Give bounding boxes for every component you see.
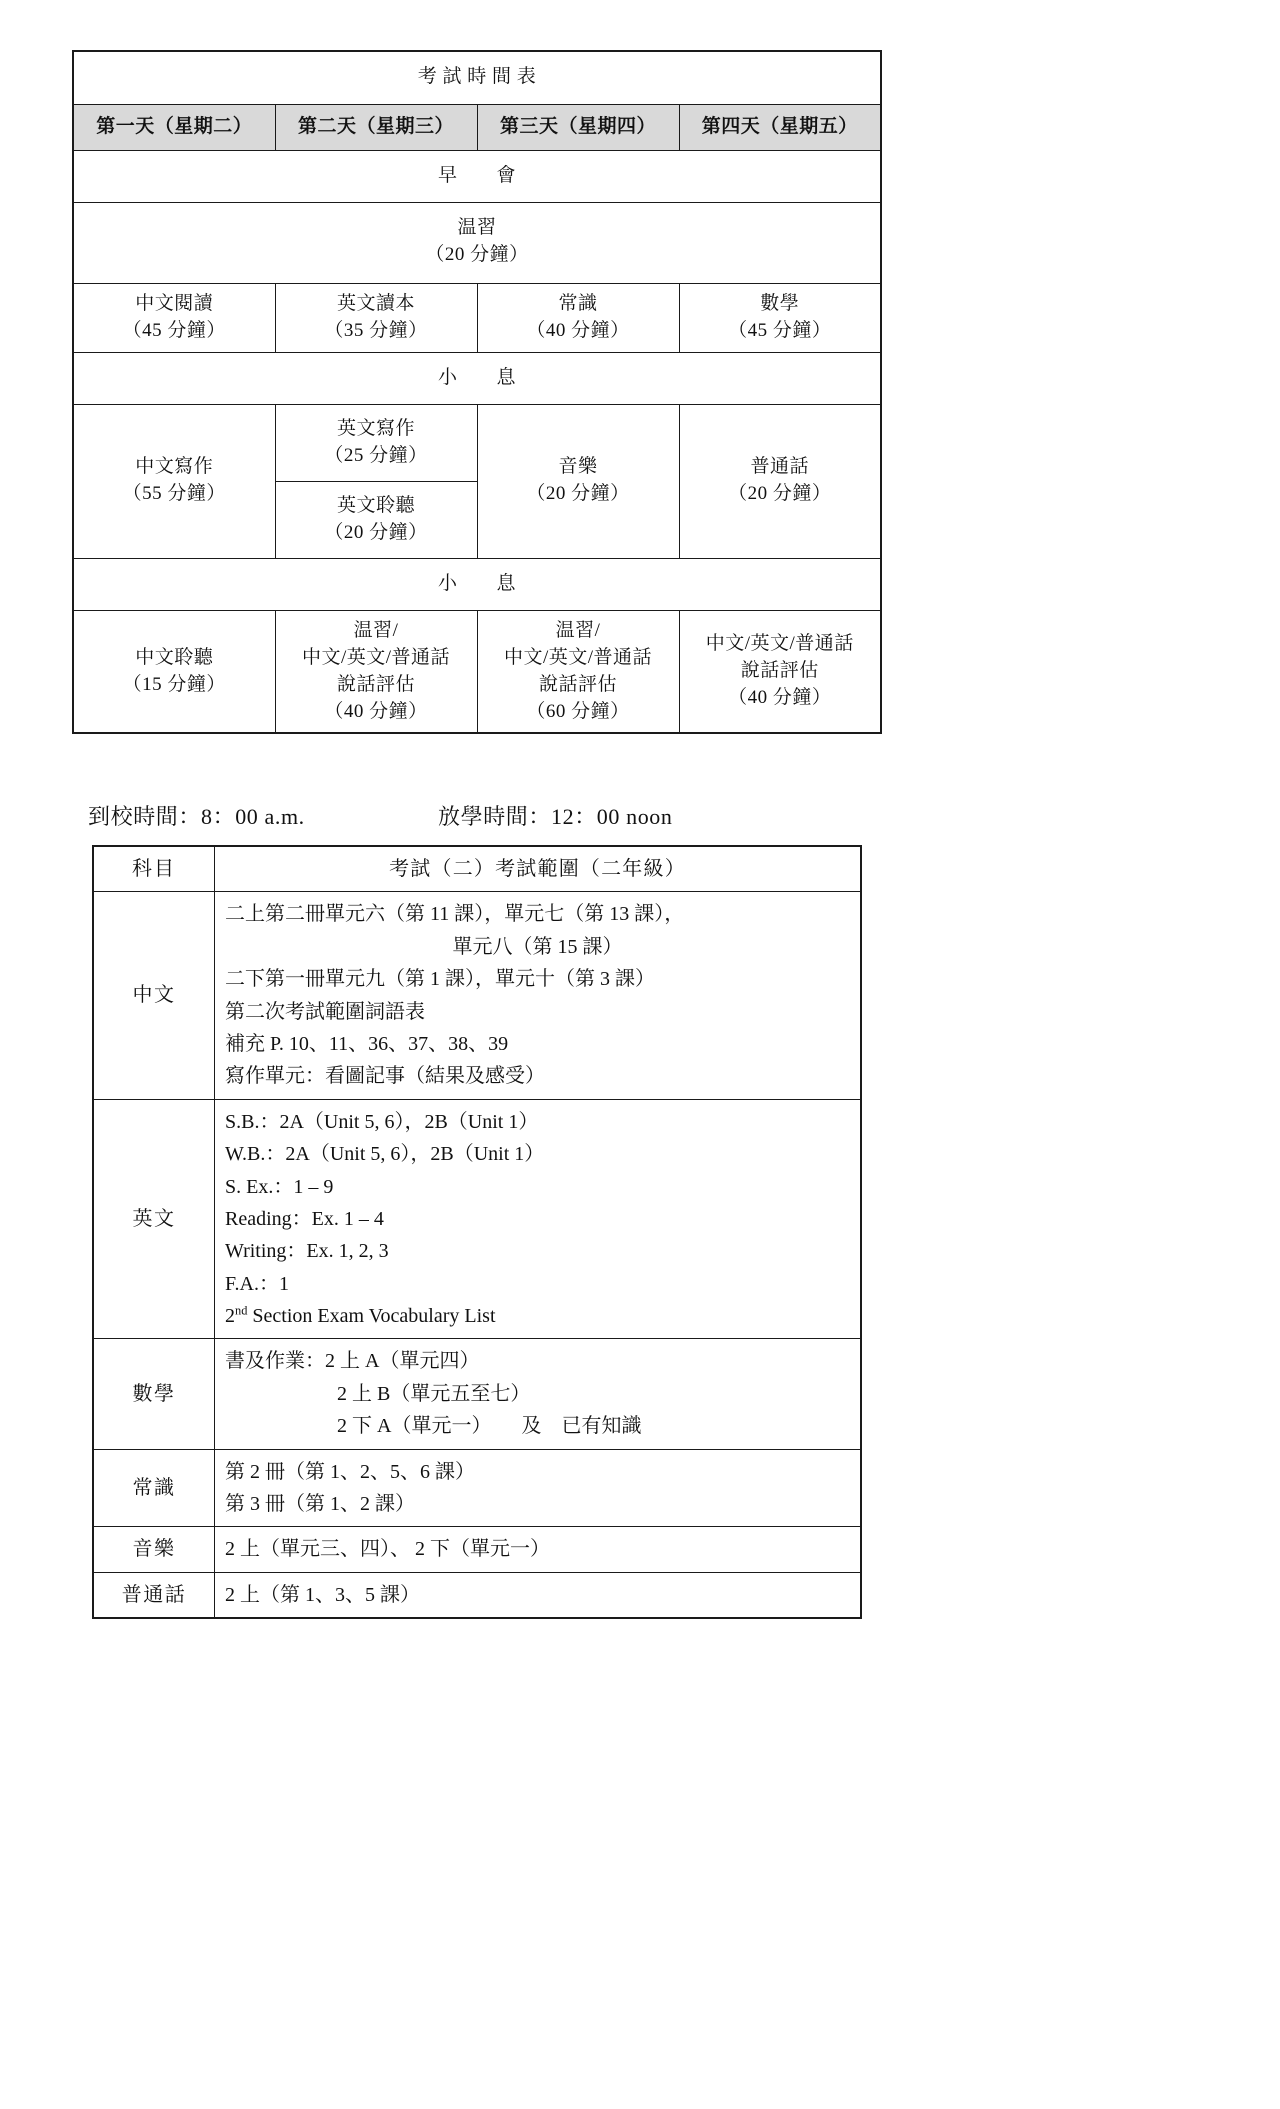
period2-day2-top-name: 英文寫作 (336, 417, 415, 439)
syllabus-table-wrapper (92, 845, 862, 1619)
period2-day3-name: 音樂 (558, 456, 598, 478)
period3-day3-line2: 中文/英文/普通話 (503, 646, 653, 668)
period2-day2-cell (275, 404, 477, 558)
period1-day4-cell (679, 283, 881, 352)
period1-day1-cell (73, 283, 275, 352)
syllabus-header-row (93, 846, 861, 892)
exam-schedule-table (72, 50, 882, 734)
schedule-period3-row (73, 610, 881, 733)
syllabus-content-line: 二上第二冊單元六（第 11 課），單元七（第 13 課）， (225, 903, 685, 926)
syllabus-content-line: 2nd Section Exam Vocabulary List (225, 1303, 496, 1328)
syllabus-table (92, 845, 862, 1619)
syllabus-content-cell (215, 1449, 862, 1527)
period2-day2-top-cell (276, 405, 477, 481)
school-times-line (88, 800, 888, 831)
syllabus-content-cell (215, 1527, 862, 1572)
schedule-recess2-row (73, 558, 881, 610)
syllabus-row (93, 1099, 861, 1339)
syllabus-content-line: 寫作單元：看圖記事（結果及感受） (225, 1065, 545, 1088)
syllabus-content-line: 單元八（第 15 課） (452, 935, 623, 958)
syllabus-header-title: 考試（二）考試範圍（二年級） (215, 846, 862, 892)
syllabus-content-line: 第二次考試範圍詞語表 (225, 1000, 425, 1023)
period2-day2-top-duration: （25 分鐘） (324, 444, 428, 466)
period2-day2-subtable (276, 405, 477, 558)
syllabus-subject-cell: 音樂 (93, 1527, 215, 1572)
period2-day2-bottom-row (276, 481, 477, 557)
syllabus-row (93, 1527, 861, 1572)
dismissal-time-text: 放學時間：12：00 noon (438, 804, 673, 829)
syllabus-row (93, 1449, 861, 1527)
period3-day1-line2: （15 分鐘） (122, 673, 226, 695)
day-header-1: 第一天（星期二） (73, 104, 275, 150)
syllabus-content-line: Writing：Ex. 1, 2, 3 (225, 1240, 389, 1263)
syllabus-content-line: 2 下 A（單元一） 及 已有知識 (337, 1415, 642, 1438)
period3-day4-line2: 說話評估 (740, 660, 819, 682)
period3-day3-line3: 說話評估 (538, 673, 617, 695)
period3-day2-line2: 中文/英文/普通話 (301, 646, 451, 668)
syllabus-content-line: S.B.：2A（Unit 5, 6），2B（Unit 1） (225, 1110, 539, 1133)
revision-cell (73, 202, 881, 283)
exam-schedule-table-wrapper (72, 50, 882, 734)
period1-day2-name: 英文讀本 (336, 292, 415, 314)
syllabus-subject-cell: 普通話 (93, 1572, 215, 1618)
period2-day2-bottom-duration: （20 分鐘） (324, 521, 428, 543)
syllabus-content-line: Reading：Ex. 1 – 4 (225, 1207, 384, 1230)
period2-day1-cell (73, 404, 275, 558)
syllabus-content-line: 補充 P. 10、11、36、37、38、39 (225, 1032, 509, 1055)
period3-day3-line4: （60 分鐘） (526, 700, 630, 722)
syllabus-content-cell (215, 1339, 862, 1449)
day-header-3: 第三天（星期四） (477, 104, 679, 150)
period3-day2-line3: 說話評估 (336, 673, 415, 695)
period3-day2-cell (275, 610, 477, 733)
syllabus-subject-cell: 數學 (93, 1339, 215, 1449)
period1-day3-duration: （40 分鐘） (526, 319, 630, 341)
period1-day2-cell (275, 283, 477, 352)
period3-day2-line4: （40 分鐘） (324, 700, 428, 722)
schedule-title-row (73, 51, 881, 104)
arrival-time-text: 到校時間：8：00 a.m. (88, 804, 305, 829)
revision-name: 温習 (457, 216, 497, 238)
assembly-cell: 早 會 (73, 150, 881, 202)
period3-day1-cell (73, 610, 275, 733)
syllabus-subject-cell: 中文 (93, 892, 215, 1099)
day-header-4: 第四天（星期五） (679, 104, 881, 150)
period2-day4-cell (679, 404, 881, 558)
recess-2-cell: 小 息 (73, 558, 881, 610)
period2-day2-bottom-name: 英文聆聽 (336, 494, 415, 516)
period1-day3-cell (477, 283, 679, 352)
syllabus-content-cell (215, 892, 862, 1099)
schedule-assembly-row (73, 150, 881, 202)
period3-day2-line1: 温習/ (353, 619, 399, 641)
syllabus-row (93, 892, 861, 1099)
syllabus-content-line: 第 3 冊（第 1、2 課） (225, 1493, 415, 1516)
day-header-2: 第二天（星期三） (275, 104, 477, 150)
period1-day1-duration: （45 分鐘） (122, 319, 226, 341)
period1-day2-duration: （35 分鐘） (324, 319, 428, 341)
period1-day3-name: 常識 (558, 292, 598, 314)
syllabus-content-line: F.A.：1 (225, 1272, 289, 1295)
syllabus-subject-cell: 英文 (93, 1099, 215, 1339)
schedule-revision-row (73, 202, 881, 283)
period1-day4-name: 數學 (760, 292, 800, 314)
syllabus-header-subject: 科目 (93, 846, 215, 892)
syllabus-content-line: 2 上（單元三、四）、 2 下（單元一） (225, 1538, 550, 1561)
period2-day3-duration: （20 分鐘） (526, 483, 630, 505)
period3-day4-line1: 中文/英文/普通話 (705, 633, 854, 655)
syllabus-content-cell (215, 1572, 862, 1618)
recess-1-cell: 小 息 (73, 352, 881, 404)
period2-day2-bottom-cell (276, 481, 477, 557)
period3-day4-cell (679, 610, 881, 733)
period2-day3-cell (477, 404, 679, 558)
period3-day3-line1: 温習/ (555, 619, 601, 641)
syllabus-content-line: W.B.：2A（Unit 5, 6），2B（Unit 1） (225, 1143, 545, 1166)
syllabus-content-line: 二下第一冊單元九（第 1 課），單元十（第 3 課） (225, 968, 655, 991)
period2-day4-duration: （20 分鐘） (728, 483, 832, 505)
ordinal-suffix: nd (235, 1303, 248, 1318)
schedule-day-header-row (73, 104, 881, 150)
syllabus-content-line: S. Ex.：1 – 9 (225, 1175, 334, 1198)
syllabus-content-line: 2 上 B（單元五至七） (337, 1382, 531, 1405)
schedule-title: 考 試 時 間 表 (73, 51, 881, 104)
schedule-period2-row (73, 404, 881, 558)
syllabus-content-line: 書及作業：2 上 A（單元四） (225, 1350, 480, 1373)
period2-day1-name: 中文寫作 (135, 456, 214, 478)
syllabus-row (93, 1572, 861, 1618)
schedule-recess1-row (73, 352, 881, 404)
syllabus-subject-cell: 常識 (93, 1449, 215, 1527)
schedule-period1-row (73, 283, 881, 352)
syllabus-content-line: 2 上（第 1、3、5 課） (225, 1583, 420, 1606)
revision-duration: （20 分鐘） (425, 243, 529, 265)
syllabus-content-cell (215, 1099, 862, 1339)
period2-day4-name: 普通話 (750, 456, 809, 478)
period3-day3-cell (477, 610, 679, 733)
period3-day4-line3: （40 分鐘） (728, 687, 832, 709)
syllabus-content-line: 第 2 冊（第 1、2、5、6 課） (225, 1460, 475, 1483)
period2-day2-top-row (276, 405, 477, 481)
period3-day1-line1: 中文聆聽 (135, 646, 214, 668)
period2-day1-duration: （55 分鐘） (122, 483, 226, 505)
period1-day4-duration: （45 分鐘） (728, 319, 832, 341)
period1-day1-name: 中文閱讀 (135, 292, 214, 314)
syllabus-row (93, 1339, 861, 1449)
